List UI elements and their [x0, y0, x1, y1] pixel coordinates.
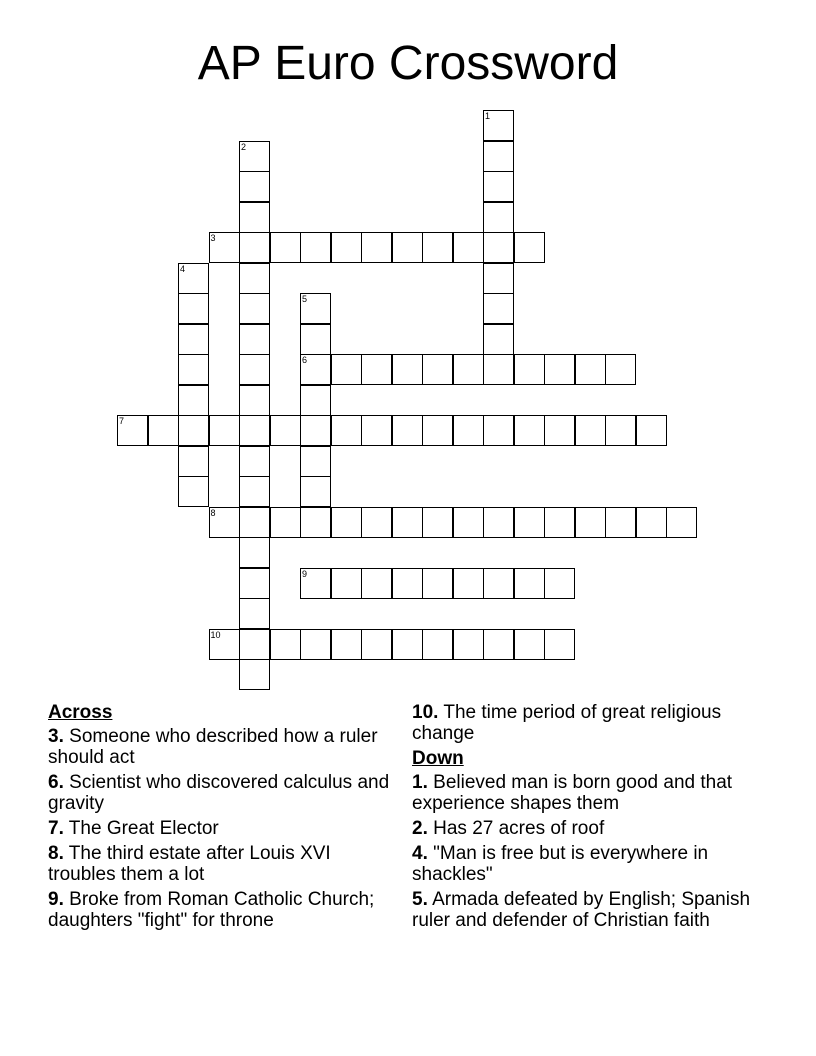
crossword-cell[interactable]: [300, 446, 331, 477]
crossword-cell[interactable]: [453, 354, 484, 385]
across-clue-6: [48, 772, 398, 814]
crossword-cell[interactable]: [605, 415, 636, 446]
cell-number: 5: [302, 294, 308, 304]
crossword-cell[interactable]: [239, 659, 270, 690]
crossword-cell[interactable]: [483, 263, 514, 294]
crossword-cell[interactable]: [483, 171, 514, 202]
clues-column-right: [412, 702, 772, 935]
cell-number: 2: [241, 141, 247, 152]
crossword-cell[interactable]: [483, 110, 514, 141]
clue-text: Someone who described how a ruler should act: [48, 726, 378, 768]
crossword-cell[interactable]: [422, 232, 453, 263]
crossword-cell[interactable]: [483, 202, 514, 233]
crossword-cell[interactable]: [422, 629, 453, 660]
across-heading: Across: [48, 702, 113, 723]
crossword-cell[interactable]: [178, 354, 209, 385]
clue-number: 6.: [48, 772, 64, 793]
crossword-cell[interactable]: [300, 354, 331, 385]
crossword-cell[interactable]: [239, 476, 270, 507]
clue-number: 10.: [412, 702, 439, 723]
down-heading: Down: [412, 748, 464, 769]
crossword-cell[interactable]: [544, 354, 575, 385]
crossword-cell[interactable]: [209, 629, 240, 660]
down-clue-1: [412, 772, 772, 814]
crossword-cell[interactable]: [239, 354, 270, 385]
crossword-cell[interactable]: [239, 141, 270, 172]
crossword-cell[interactable]: [239, 507, 270, 538]
crossword-cell[interactable]: [239, 568, 270, 599]
crossword-cell[interactable]: [575, 354, 606, 385]
crossword-cell[interactable]: [209, 507, 240, 538]
crossword-cell[interactable]: [544, 629, 575, 660]
clue-number: 8.: [48, 843, 64, 864]
clue-text: Has 27 acres of roof: [433, 818, 605, 839]
page-title: AP Euro Crossword: [197, 37, 619, 90]
crossword-cell[interactable]: [239, 598, 270, 629]
crossword-cell[interactable]: [239, 415, 270, 446]
crossword-cell[interactable]: [483, 415, 514, 446]
down-clue-2: [412, 818, 772, 839]
crossword-cell[interactable]: [270, 415, 301, 446]
crossword-cell[interactable]: [453, 629, 484, 660]
crossword-cell[interactable]: [178, 415, 209, 446]
crossword-cell[interactable]: [270, 507, 301, 538]
crossword-cell[interactable]: [239, 263, 270, 294]
crossword-cell[interactable]: [422, 415, 453, 446]
crossword-cell[interactable]: [178, 385, 209, 416]
crossword-cell[interactable]: [514, 415, 545, 446]
across-clue-7: [48, 818, 398, 839]
crossword-cell[interactable]: [239, 629, 270, 660]
crossword-cell[interactable]: [239, 293, 270, 324]
crossword-cell[interactable]: [422, 507, 453, 538]
down-clue-5: [412, 889, 772, 931]
crossword-cell[interactable]: [239, 385, 270, 416]
crossword-cell[interactable]: [422, 354, 453, 385]
crossword-cell[interactable]: [392, 507, 423, 538]
crossword-cell[interactable]: [270, 629, 301, 660]
crossword-cell[interactable]: [239, 202, 270, 233]
clue-text: Believed man is born good and that experience shapes them: [412, 772, 733, 814]
crossword-cell[interactable]: [300, 293, 331, 324]
crossword-cell[interactable]: [575, 415, 606, 446]
crossword-cell[interactable]: [270, 232, 301, 263]
crossword-cell[interactable]: [483, 324, 514, 355]
crossword-cell[interactable]: [453, 232, 484, 263]
crossword-cell[interactable]: [361, 354, 392, 385]
clue-text: "Man is free but is everywhere in shackles": [412, 843, 709, 885]
clue-text: Armada defeated by English; Spanish ruler and defender of Christian faith: [412, 889, 751, 931]
crossword-cell[interactable]: [239, 171, 270, 202]
crossword-cell[interactable]: [453, 507, 484, 538]
crossword-cell[interactable]: [392, 629, 423, 660]
across-clue-9: [48, 889, 398, 931]
clue-number: 1.: [412, 772, 428, 793]
clue-number: 2.: [412, 818, 428, 839]
crossword-cell[interactable]: [239, 537, 270, 568]
crossword-cell[interactable]: [148, 415, 179, 446]
crossword-cell[interactable]: [300, 385, 331, 416]
clues-column-left: [48, 702, 398, 935]
crossword-cell[interactable]: [300, 507, 331, 538]
crossword-cell[interactable]: [636, 415, 667, 446]
crossword-cell[interactable]: [392, 415, 423, 446]
crossword-cell[interactable]: [209, 232, 240, 263]
crossword-cell[interactable]: [605, 354, 636, 385]
crossword-cell[interactable]: [178, 263, 209, 294]
clue-number: 9.: [48, 889, 64, 910]
crossword-cell[interactable]: [331, 507, 362, 538]
crossword-cell[interactable]: [392, 354, 423, 385]
down-clue-4: [412, 843, 772, 885]
crossword-cell[interactable]: [422, 568, 453, 599]
crossword-cell[interactable]: [178, 293, 209, 324]
cell-number: 9: [302, 568, 308, 579]
crossword-cell[interactable]: [483, 629, 514, 660]
across-clue-8: [48, 843, 398, 885]
crossword-cell[interactable]: [361, 568, 392, 599]
crossword-cell[interactable]: [239, 446, 270, 477]
cell-number: 10: [210, 629, 221, 640]
crossword-cell[interactable]: [117, 415, 148, 446]
crossword-cell[interactable]: [514, 629, 545, 660]
crossword-cell[interactable]: [483, 507, 514, 538]
crossword-cell[interactable]: [392, 568, 423, 599]
crossword-cell[interactable]: [483, 354, 514, 385]
crossword-cell[interactable]: [300, 232, 331, 263]
clue-text: The time period of great religious change: [412, 702, 722, 744]
crossword-cell[interactable]: [453, 568, 484, 599]
clue-text: Broke from Roman Catholic Church; daughters "fight" for throne: [48, 889, 375, 931]
cell-number: 8: [210, 507, 216, 518]
crossword-cell[interactable]: [575, 507, 606, 538]
cell-number: 7: [119, 416, 125, 426]
crossword-cell[interactable]: [300, 324, 331, 355]
crossword-cell[interactable]: [483, 568, 514, 599]
crossword-cell[interactable]: [514, 354, 545, 385]
crossword-cell[interactable]: [392, 232, 423, 263]
crossword-cell[interactable]: [605, 507, 636, 538]
across-clue-10: [412, 702, 772, 744]
crossword-cell[interactable]: [300, 476, 331, 507]
crossword-cell[interactable]: [331, 629, 362, 660]
crossword-cell[interactable]: [544, 568, 575, 599]
crossword-cell[interactable]: [483, 232, 514, 263]
crossword-cell[interactable]: [178, 324, 209, 355]
crossword-cell[interactable]: [331, 415, 362, 446]
clue-number: 3.: [48, 726, 64, 747]
crossword-cell[interactable]: [361, 507, 392, 538]
crossword-cell[interactable]: [178, 476, 209, 507]
crossword-cell[interactable]: [666, 507, 697, 538]
clue-number: 5.: [412, 889, 428, 910]
clue-number: 4.: [412, 843, 428, 864]
crossword-cell[interactable]: [300, 415, 331, 446]
crossword-cell[interactable]: [514, 568, 545, 599]
crossword-cell[interactable]: [300, 568, 331, 599]
crossword-cell[interactable]: [361, 629, 392, 660]
crossword-cell[interactable]: [544, 415, 575, 446]
crossword-cell[interactable]: [331, 232, 362, 263]
clue-text: The Great Elector: [68, 818, 219, 839]
crossword-cell[interactable]: [361, 415, 392, 446]
crossword-cell[interactable]: [331, 568, 362, 599]
crossword-cell[interactable]: [178, 446, 209, 477]
cell-number: 1: [485, 111, 491, 121]
clue-number: 7.: [48, 818, 64, 839]
clue-text: Scientist who discovered calculus and gravity: [48, 772, 390, 814]
crossword-cell[interactable]: [209, 415, 240, 446]
crossword-cell[interactable]: [361, 232, 392, 263]
across-clue-3: [48, 726, 398, 768]
crossword-cell[interactable]: [514, 232, 545, 263]
crossword-cell[interactable]: [453, 415, 484, 446]
crossword-cell[interactable]: [300, 629, 331, 660]
crossword-cell[interactable]: [636, 507, 667, 538]
crossword-cell[interactable]: [544, 507, 575, 538]
clue-text: The third estate after Louis XVI troubles them a lot: [48, 843, 331, 885]
crossword-cell[interactable]: [239, 324, 270, 355]
crossword-cell[interactable]: [331, 354, 362, 385]
cell-number: 3: [210, 233, 216, 243]
cell-number: 6: [302, 355, 308, 365]
crossword-cell[interactable]: [514, 507, 545, 538]
crossword-cell[interactable]: [483, 293, 514, 324]
crossword-cell[interactable]: [483, 141, 514, 172]
crossword-cell[interactable]: [239, 232, 270, 263]
cell-number: 4: [180, 263, 186, 274]
